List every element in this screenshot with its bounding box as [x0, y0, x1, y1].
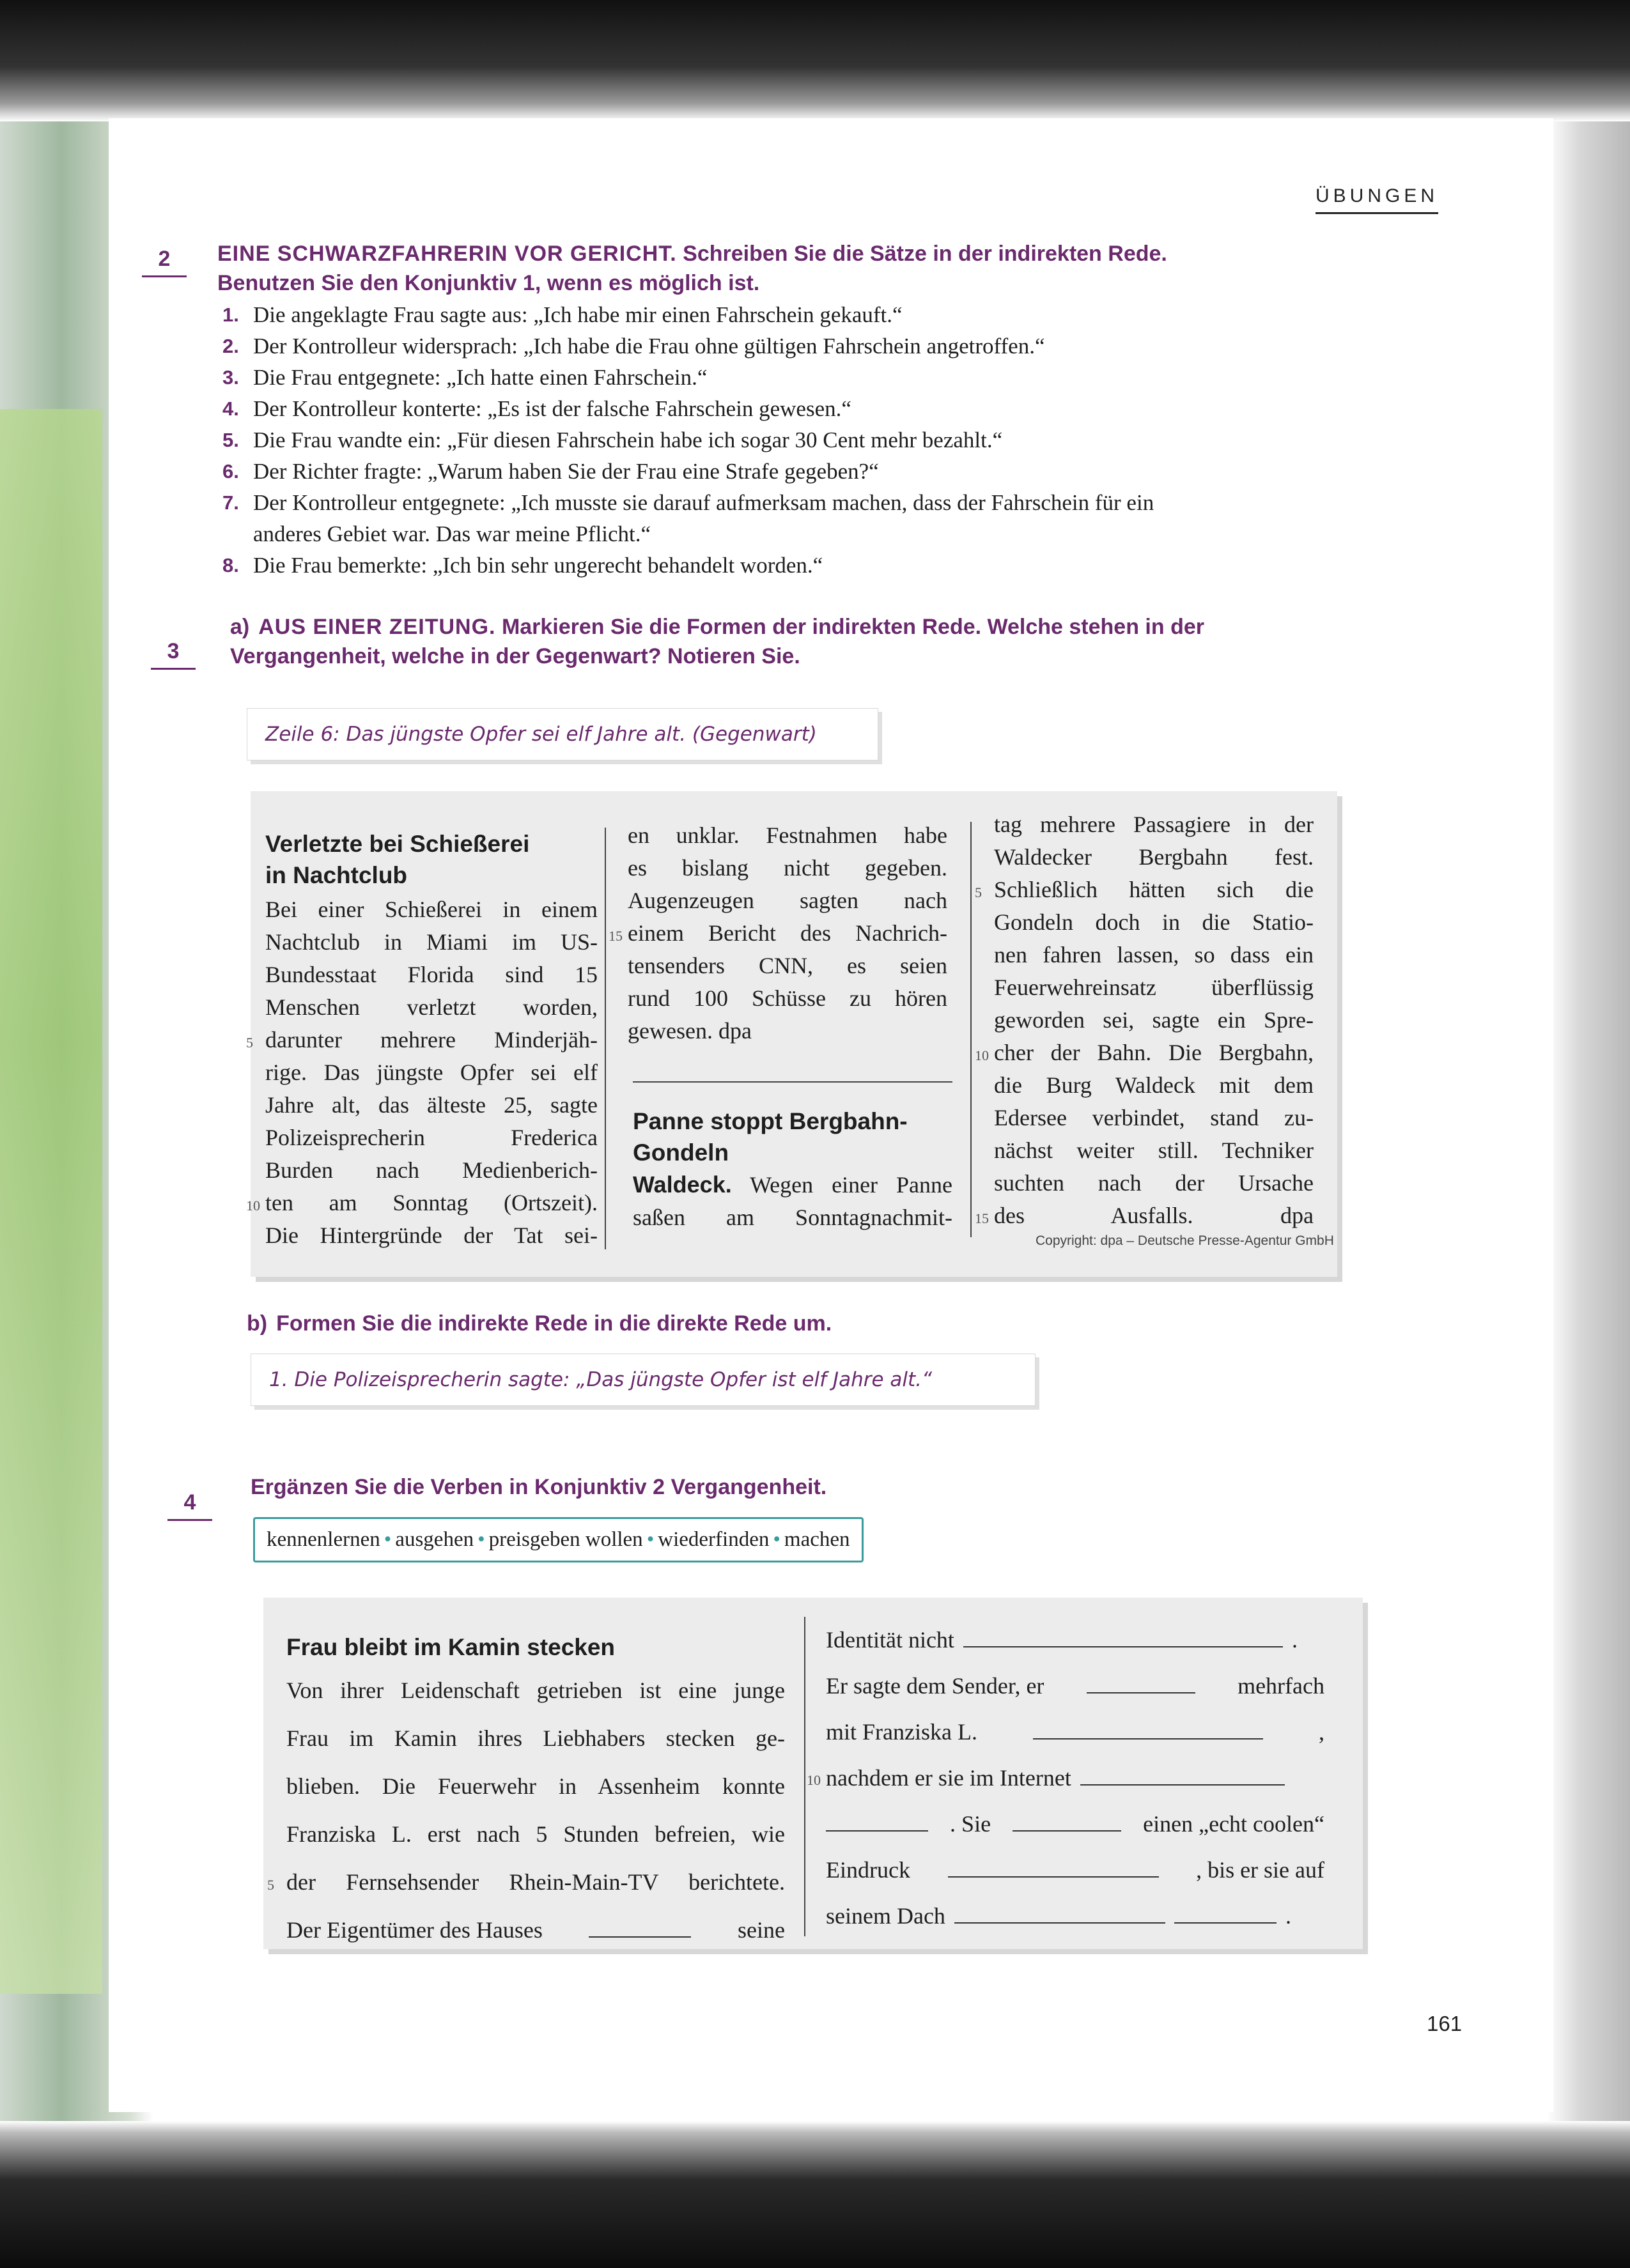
article-line: Feuerwehreinsatz überflüssig	[994, 975, 1314, 1000]
article-line: 5 der Fernsehsender Rhein-Main-TV berichtete.	[267, 1869, 785, 1895]
cloze-column-1	[267, 1628, 785, 1954]
article-line: 5 Schließlich hätten sich die	[975, 877, 1314, 902]
article-separator	[633, 1081, 952, 1083]
article-line: Menschen verletzt worden,	[265, 994, 598, 1020]
exercise-2-title: EINE SCHWARZFAHRERIN VOR GERICHT.	[217, 242, 677, 266]
article-line: en unklar. Festnahmen habe	[628, 822, 947, 848]
answer-gap[interactable]	[1013, 1809, 1121, 1832]
part-b-label: b)	[247, 1311, 268, 1336]
article-line: 5 darunter mehrere Minderjäh-	[246, 1027, 598, 1053]
exercise-3a-instruction	[230, 612, 1445, 671]
scan-facing-page-edge	[0, 409, 102, 1994]
page-number: 161	[1427, 2012, 1463, 2035]
answer-gap[interactable]	[1080, 1763, 1285, 1786]
exercise-item: 2. Der Kontrolleur widersprach: „Ich habe die Frau ohne gültigen Fahrschein angetroffen.“	[222, 334, 1045, 359]
scan-top-edge	[0, 0, 1630, 121]
exercise-2-number: 2	[142, 247, 187, 277]
exercise-2-instruction-line1: Schreiben Sie die Sätze in der indirekten Rede.	[683, 242, 1167, 266]
column-divider	[605, 828, 606, 1249]
article-line: Augenzeugen sagten nach	[628, 888, 947, 913]
article-line: tag mehrere Passagiere in der	[994, 812, 1314, 837]
article-column-2	[609, 819, 947, 1047]
copyright-note: Copyright: dpa – Deutsche Presse-Agentur GmbH	[1036, 1233, 1334, 1248]
exercise-item: 6. Der Richter fragte: „Warum haben Sie der Frau eine Strafe gegeben?“	[222, 459, 879, 484]
article-line: Der Eigentümer des Hauses seine	[286, 1906, 785, 1954]
article-1-headline: Verletzte bei Schießerei	[265, 831, 530, 857]
article-2-headline: Panne stoppt Bergbahn-	[633, 1108, 908, 1134]
article-line: 15 des Ausfalls. dpa	[975, 1203, 1314, 1228]
article-1-headline-line2: in Nachtclub	[265, 862, 408, 888]
article-line: Bundesstaat Florida sind 15	[265, 962, 598, 987]
exercise-item: 4. Der Kontrolleur konterte: „Es ist der falsche Fahrschein gewesen.“	[222, 396, 851, 421]
article-2-headline-line2: Gondeln	[633, 1139, 729, 1166]
article-column-3	[975, 808, 1314, 1232]
answer-gap[interactable]	[963, 1624, 1283, 1647]
article-2-start	[633, 1106, 952, 1234]
exercise-item: 3. Die Frau entgegnete: „Ich hatte einen Fahrschein.“	[222, 365, 708, 390]
answer-gap[interactable]	[1033, 1716, 1263, 1740]
article-line: rige. Das jüngste Opfer sei elf	[265, 1060, 598, 1085]
word-bank-item: machen	[784, 1528, 850, 1551]
article-line: nen fahren lassen, so dass ein	[994, 942, 1314, 968]
article-line: rund 100 Schüsse zu hören	[628, 985, 947, 1011]
exercise-item: 7. Der Kontrolleur entgegnete: „Ich musste sie darauf aufmerksam machen, dass der Fahrschein für ein	[222, 490, 1154, 515]
example-answer-3a: Zeile 6: Das jüngste Opfer sei elf Jahre alt. (Gegenwart)	[247, 708, 878, 760]
article-line: Eindruck , bis er sie auf	[826, 1847, 1324, 1893]
exercise-3-number: 3	[151, 639, 196, 670]
word-bank-item: preisgeben wollen	[488, 1528, 643, 1551]
part-a-label: a)	[230, 615, 250, 639]
exercise-3a-instruction-line2: Vergangenheit, welche in der Gegenwart? Notieren Sie.	[230, 644, 800, 668]
article-line: 10 ten am Sonntag (Ortszeit).	[246, 1190, 598, 1215]
article-line: es bislang nicht gegeben.	[628, 855, 947, 881]
exercise-2-instruction	[217, 239, 1432, 298]
article-line: . Sie einen „echt coolen“	[826, 1801, 1324, 1847]
exercise-3a-instruction-line1: Markieren Sie die Formen der indirekten Rede. Welche stehen in der	[501, 615, 1204, 639]
exercise-item: 1. Die angeklagte Frau sagte aus: „Ich habe mir einen Fahrschein gekauft.“	[222, 302, 903, 327]
article-line: tensenders CNN, es seien	[628, 953, 947, 978]
answer-gap[interactable]	[954, 1901, 1165, 1924]
answer-gap[interactable]	[948, 1855, 1159, 1878]
exercise-3-title: AUS EINER ZEITUNG.	[258, 615, 496, 639]
article-line: Jahre alt, das älteste 25, sagte	[265, 1092, 598, 1118]
answer-gap[interactable]	[1087, 1670, 1195, 1693]
article-line: Frau im Kamin ihres Liebhabers stecken ge-	[286, 1725, 785, 1751]
article-line: blieben. Die Feuerwehr in Assenheim konnte	[286, 1773, 785, 1799]
article-line: Burden nach Medienberich-	[265, 1157, 598, 1183]
article-line: Die Hintergründe der Tat sei-	[265, 1223, 598, 1248]
scan-bottom-edge	[0, 2121, 1630, 2268]
article-line: Polizeisprecherin Frederica	[265, 1125, 598, 1150]
exercise-2-instruction-line2: Benutzen Sie den Konjunktiv 1, wenn es möglich ist.	[217, 271, 760, 295]
exercise-4-instruction: Ergänzen Sie die Verben in Konjunktiv 2 Vergangenheit.	[251, 1475, 827, 1499]
article-line: 10 cher der Bahn. Die Bergbahn,	[975, 1040, 1314, 1065]
article-line: Nachtclub in Miami im US-	[265, 929, 598, 955]
answer-gap[interactable]	[826, 1809, 928, 1832]
exercise-item: anderes Gebiet war. Das war meine Pflicht.“	[253, 521, 651, 546]
article-column-1	[246, 828, 598, 1252]
article-line: nächst weiter still. Techniker	[994, 1138, 1314, 1163]
example-answer-3b: 1. Die Polizeisprecherin sagte: „Das jüngste Opfer ist elf Jahre alt.“	[251, 1354, 1036, 1406]
cloze-headline: Frau bleibt im Kamin stecken	[286, 1634, 616, 1660]
section-label: ÜBUNGEN	[1316, 185, 1438, 214]
article-line: Waldeck. Wegen einer Panne	[633, 1171, 952, 1198]
article-line: Gondeln doch in die Statio-	[994, 909, 1314, 935]
article-line: seinem Dach .	[826, 1893, 1324, 1939]
word-bank-item: ausgehen	[395, 1528, 474, 1551]
article-line: saßen am Sonntagnachmit-	[633, 1205, 952, 1230]
article-line: 15 einem Bericht des Nachrich-	[609, 920, 947, 946]
word-bank-item: wiederfinden	[658, 1528, 770, 1551]
exercise-item: 8. Die Frau bemerkte: „Ich bin sehr ungerecht behandelt worden.“	[222, 553, 823, 578]
article-line: Er sagte dem Sender, er mehrfach	[826, 1663, 1324, 1709]
article-line: Edersee verbindet, stand zu-	[994, 1105, 1314, 1130]
answer-gap[interactable]	[1174, 1901, 1277, 1924]
exercise-4-number: 4	[167, 1490, 212, 1521]
article-line: suchten nach der Ursache	[994, 1170, 1314, 1196]
answer-gap[interactable]	[589, 1915, 691, 1938]
exercise-item: 5. Die Frau wandte ein: „Für diesen Fahrschein habe ich sogar 30 Cent mehr bezahlt.“	[222, 428, 1003, 452]
word-bank-item: kennenlernen	[267, 1528, 380, 1551]
article-line: mit Franziska L. ,	[826, 1709, 1324, 1755]
scan-right-edge	[1547, 0, 1630, 2268]
column-divider	[804, 1617, 805, 1936]
article-line: die Burg Waldeck mit dem	[994, 1072, 1314, 1098]
exercise-2-items	[222, 299, 1309, 581]
article-line: Bei einer Schießerei in einem	[265, 897, 598, 922]
article-line: 10 nachdem er sie im Internet	[826, 1755, 1324, 1801]
exercise-3b-instruction-text: Formen Sie die indirekte Rede in die direkte Rede um.	[276, 1311, 832, 1336]
article-line: Von ihrer Leidenschaft getrieben ist eine junge	[286, 1678, 785, 1703]
article-line: gewesen. dpa	[628, 1018, 752, 1044]
article-line: Identität nicht .	[826, 1617, 1324, 1663]
word-bank: kennenlernen • ausgehen • preisgeben wollen • wiederfinden • machen	[253, 1517, 864, 1562]
cloze-column-2	[807, 1617, 1324, 1939]
article-line: geworden sei, sagte ein Spre-	[994, 1007, 1314, 1033]
exercise-3b-instruction	[247, 1309, 1269, 1338]
article-line: Waldecker Bergbahn fest.	[994, 844, 1314, 870]
article-line: Franziska L. erst nach 5 Stunden befreien, wie	[286, 1821, 785, 1847]
column-divider	[970, 822, 972, 1237]
